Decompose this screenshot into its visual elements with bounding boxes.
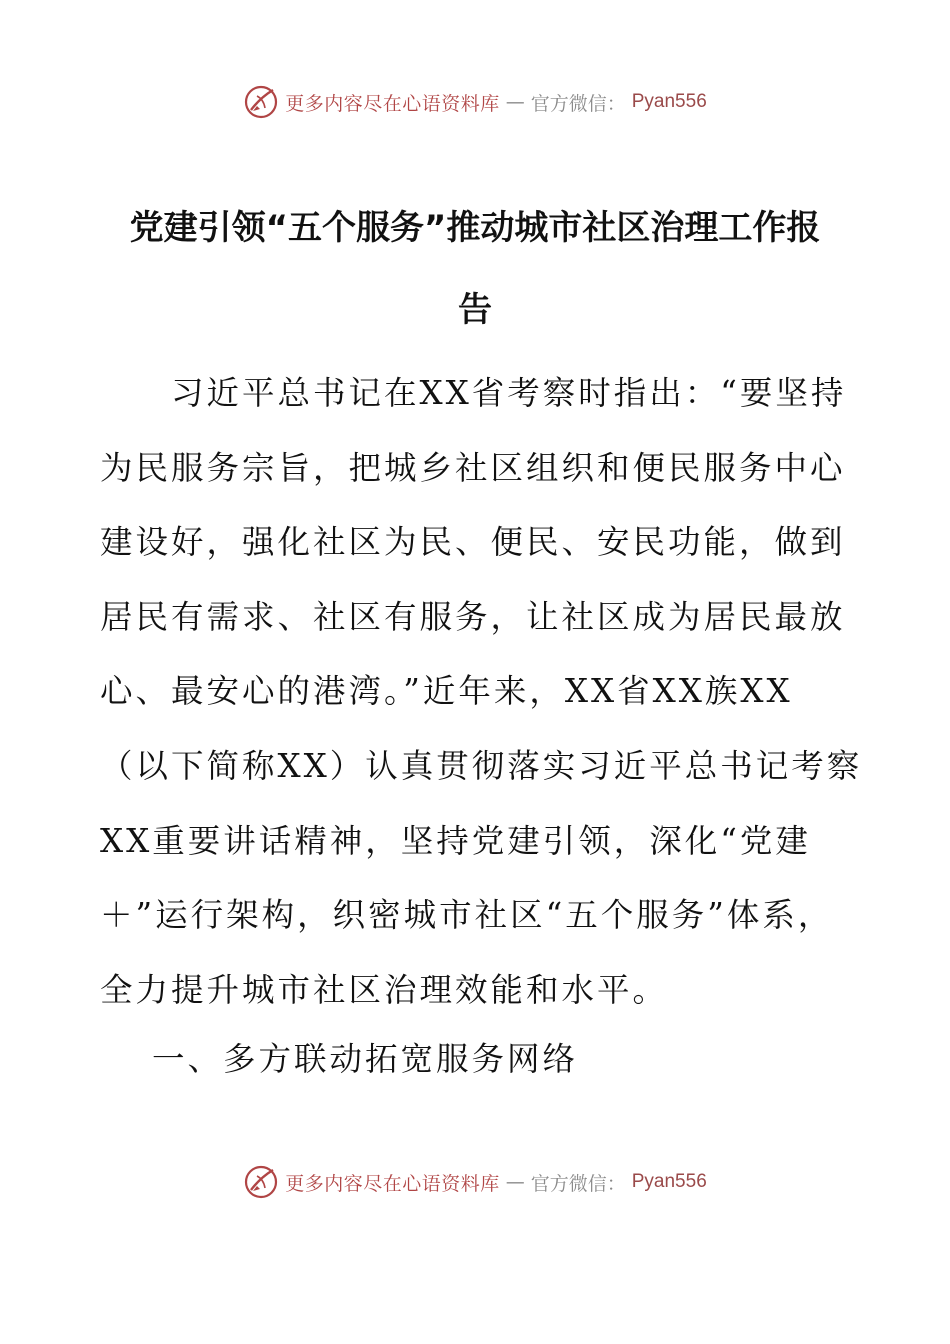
watermark-separator: — [505, 91, 525, 113]
paragraph-line: ＋”运行架构，织密城市社区“五个服务”体系， [100, 896, 834, 935]
paragraph-line: 建设好，强化社区为民、便民、安民功能，做到 [100, 523, 846, 562]
document-title-line-1: 党建引领“五个服务”推动城市社区治理工作报 [129, 208, 821, 248]
watermark-text: 更多内容尽在心语资料库 [285, 1172, 500, 1195]
watermark-separator: — [505, 1171, 525, 1193]
document-title-line-2: 告 [458, 290, 492, 330]
watermark-handle: Pyan556 [631, 91, 707, 112]
watermark-footer [0, 1164, 950, 1200]
watermark-label: 官方微信： [530, 92, 626, 115]
body-paragraph [100, 356, 863, 1027]
paragraph-line: XX重要讲话精神，坚持党建引领，深化“党建 [100, 821, 811, 860]
paragraph-line: 习近平总书记在XX省考察时指出：“要坚持 [100, 374, 847, 412]
paragraph-line: 居民有需求、社区有服务，让社区成为居民最放 [100, 597, 846, 636]
paragraph-line: 全力提升城市社区治理效能和水平。 [100, 970, 669, 1009]
watermark-handle: Pyan556 [631, 1171, 707, 1192]
pen-logo-icon [243, 84, 279, 120]
section-heading: 一、多方联动拓宽服务网络 [152, 1040, 579, 1078]
paragraph-line: 心、最安心的港湾。”近年来，XX省XX族XX [100, 672, 793, 711]
paragraph-line: （以下简称XX）认真贯彻落实习近平总书记考察 [100, 746, 863, 785]
watermark-header [0, 84, 950, 120]
watermark-label: 官方微信： [530, 1172, 626, 1195]
pen-logo-icon [243, 1164, 279, 1200]
paragraph-line: 为民服务宗旨，把城乡社区组织和便民服务中心 [100, 448, 846, 487]
watermark-text: 更多内容尽在心语资料库 [285, 92, 500, 115]
